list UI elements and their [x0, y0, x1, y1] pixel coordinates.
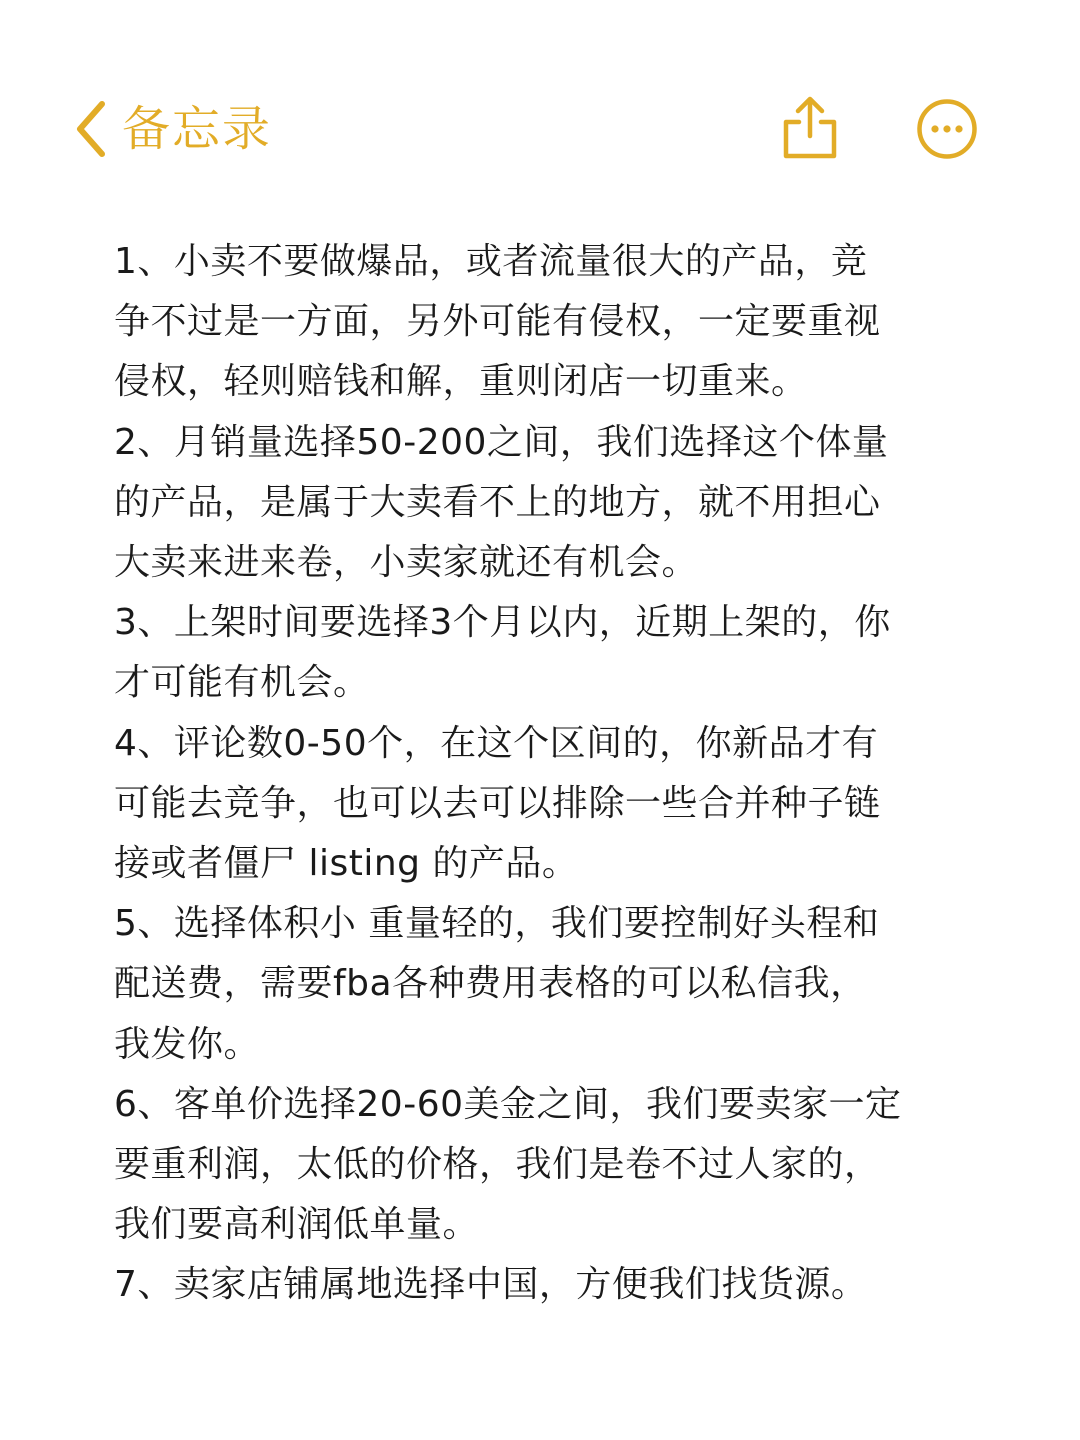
chevron-left-icon — [70, 98, 112, 160]
note-line: 2、月销量选择50-200之间，我们选择这个体量 — [114, 421, 889, 463]
back-label: 备忘录 — [122, 101, 273, 157]
more-circle-icon[interactable] — [916, 98, 978, 160]
back-button[interactable] — [70, 96, 272, 162]
note-line: 接或者僵尸 listing 的产品。 — [114, 843, 579, 885]
note-line: 7、卖家店铺属地选择中国，方便我们找货源。 — [114, 1264, 868, 1306]
note-line: 5、选择体积小 重量轻的，我们要控制好头程和 — [114, 903, 880, 945]
note-line: 6、客单价选择20-60美金之间，我们要卖家一定 — [114, 1083, 902, 1125]
note-line: 要重利润，太低的价格，我们是卷不过人家的， — [114, 1144, 881, 1186]
note-line: 我发你。 — [114, 1023, 261, 1065]
note-line: 配送费，需要fba各种费用表格的可以私信我， — [114, 963, 867, 1005]
note-line: 我们要高利润低单量。 — [114, 1204, 480, 1246]
note-line: 4、评论数0-50个，在这个区间的，你新品才有 — [114, 722, 879, 764]
share-icon[interactable] — [780, 94, 840, 162]
note-body[interactable] — [114, 232, 944, 1316]
note-line: 可能去竞争，也可以去可以排除一些合并种子链 — [114, 782, 881, 824]
note-line: 的产品，是属于大卖看不上的地方，就不用担心 — [114, 481, 881, 523]
note-line: 侵权，轻则赔钱和解，重则闭店一切重来。 — [114, 361, 808, 403]
note-line: 才可能有机会。 — [114, 662, 370, 704]
note-line: 3、上架时间要选择3个月以内，近期上架的，你 — [114, 602, 891, 644]
note-line: 大卖来进来卷，小卖家就还有机会。 — [114, 542, 699, 584]
nav-bar — [0, 0, 1080, 200]
note-line: 争不过是一方面，另外可能有侵权，一定要重视 — [114, 301, 881, 343]
note-line: 1、小卖不要做爆品，或者流量很大的产品，竞 — [114, 241, 868, 282]
